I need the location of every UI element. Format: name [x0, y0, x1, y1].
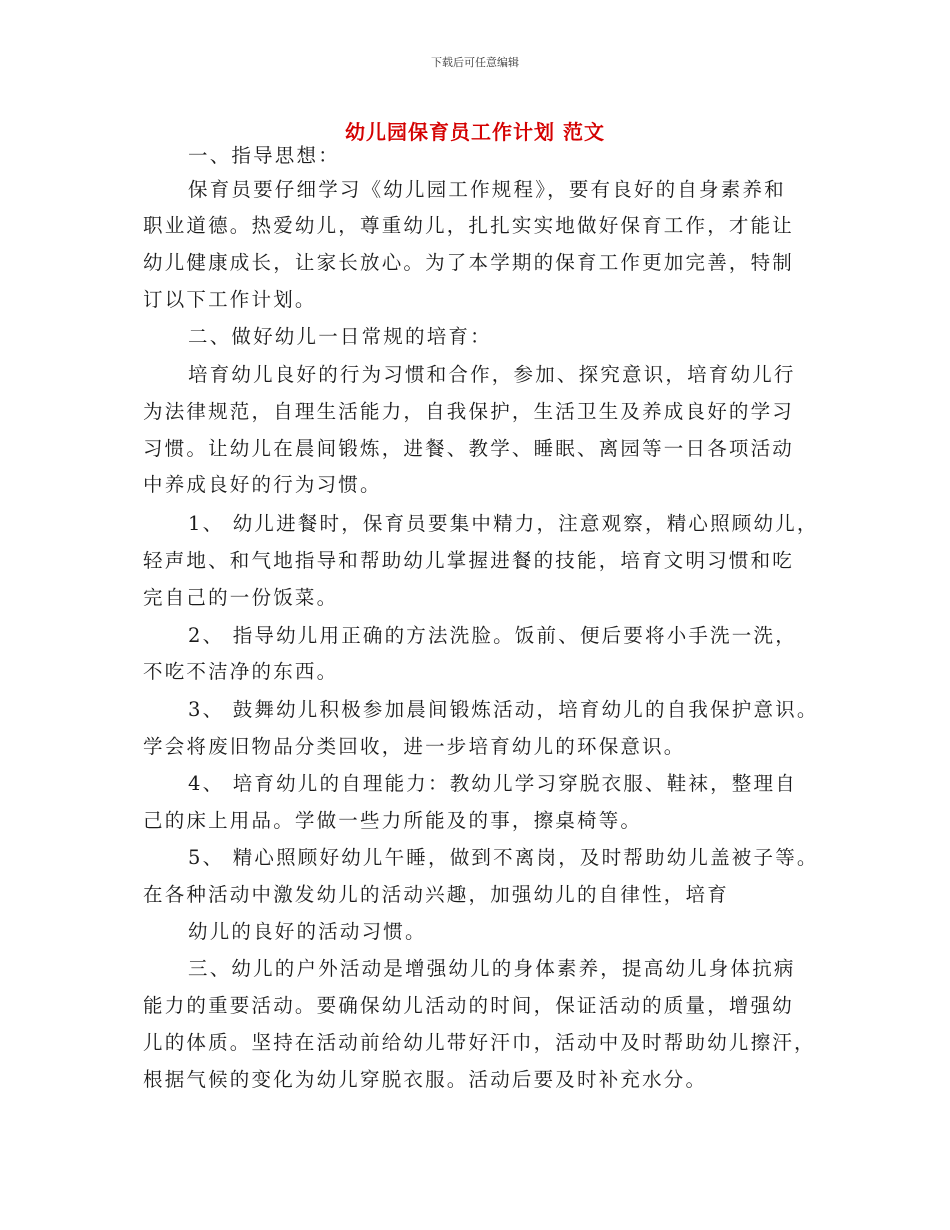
- list-item-line: 2、 指导幼儿用正确的方法洗脸。饭前、便后要将小手洗一洗，: [188, 624, 797, 647]
- paragraph-line: 不吃不洁净的东西。: [143, 660, 339, 683]
- header-note: 下载后可任意编辑: [431, 56, 519, 69]
- list-item-line: 5、 精心照顾好幼儿午睡，做到不离岗，及时帮助幼儿盖被子等。: [188, 846, 819, 869]
- section-heading: 三、幼儿的户外活动是增强幼儿的身体素养，提高幼儿身体抗病: [188, 957, 796, 980]
- paragraph-line: 学会将废旧物品分类回收，进一步培育幼儿的环保意识。: [143, 735, 686, 758]
- paragraph-line: 保育员要仔细学习《幼儿园工作规程》，要有良好的自身素养和: [188, 178, 786, 201]
- paragraph-line: 轻声地、和气地指导和帮助幼儿掌握进餐的技能，培育文明习惯和吃: [143, 549, 795, 572]
- section-heading: 一、指导思想：: [188, 144, 340, 167]
- paragraph-line: 中养成良好的行为习惯。: [143, 473, 382, 496]
- paragraph-line: 习惯。让幼儿在晨间锻炼，进餐、教学、睡眠、离园等一日各项活动: [143, 437, 795, 460]
- paragraph-line: 儿的体质。坚持在活动前给幼儿带好汗巾，活动中及时帮助幼儿擦汗，: [143, 1031, 816, 1054]
- list-item-line: 3、 鼓舞幼儿积极参加晨间锻炼活动，培育幼儿的自我保护意识。: [188, 698, 819, 721]
- paragraph-line: 培育幼儿良好的行为习惯和合作，参加、探究意识，培育幼儿行: [188, 363, 796, 386]
- paragraph-line: 完自己的一份饭菜。: [143, 586, 339, 609]
- paragraph-line: 己的床上用品。学做一些力所能及的事，擦桌椅等。: [143, 809, 643, 832]
- paragraph-line: 幼儿健康成长，让家长放心。为了本学期的保育工作更加完善，特制: [143, 251, 795, 274]
- paragraph-line: 为法律规范，自理生活能力，自我保护，生活卫生及养成良好的学习: [143, 400, 795, 423]
- paragraph-line: 能力的重要活动。要确保幼儿活动的时间，保证活动的质量，增强幼: [143, 994, 795, 1017]
- paragraph-line: 订以下工作计划。: [143, 288, 317, 311]
- document-title: 幼儿园保育员工作计划 范文: [345, 120, 605, 144]
- paragraph-line: 根据气候的变化为幼儿穿脱衣服。活动后要及时补充水分。: [143, 1068, 708, 1091]
- section-heading: 二、做好幼儿一日常规的培育：: [188, 325, 492, 348]
- paragraph-line: 幼儿的良好的活动习惯。: [188, 920, 427, 943]
- list-item-line: 1、 幼儿进餐时，保育员要集中精力，注意观察，精心照顾幼儿，: [188, 512, 819, 535]
- paragraph-line: 职业道德。热爱幼儿，尊重幼儿，扎扎实实地做好保育工作，才能让: [143, 214, 795, 237]
- list-item-line: 4、 培育幼儿的自理能力：教幼儿学习穿脱衣服、鞋袜，整理自: [188, 772, 797, 795]
- paragraph-line: 在各种活动中激发幼儿的活动兴趣，加强幼儿的自律性，培育: [143, 883, 729, 906]
